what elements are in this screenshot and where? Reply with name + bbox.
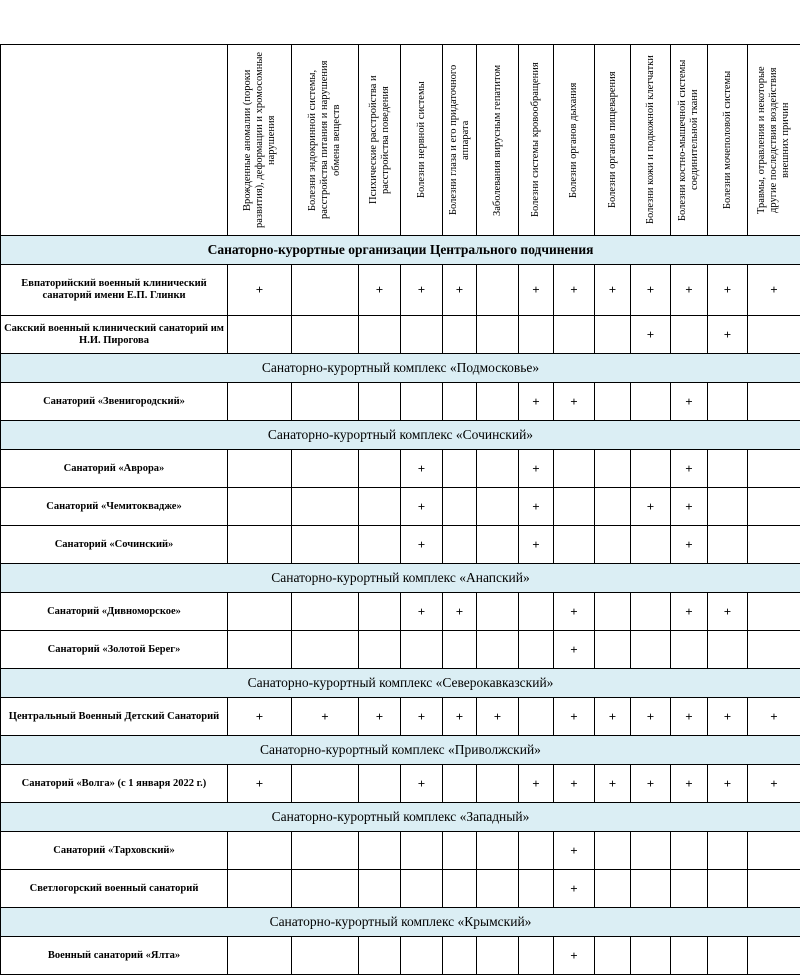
profile-mark-cell [228, 316, 292, 354]
profile-mark-cell [671, 937, 708, 975]
profile-mark-cell [477, 265, 519, 316]
profile-mark-cell [595, 832, 631, 870]
profile-mark-cell: + [671, 698, 708, 736]
profile-mark-cell: + [671, 765, 708, 803]
profile-mark-cell: + [671, 450, 708, 488]
profile-mark-cell: + [708, 698, 748, 736]
table-row [1, 832, 800, 870]
profile-mark-cell: + [519, 488, 554, 526]
column-header-label: Болезни мочеполовой системы [722, 50, 734, 230]
table-row [1, 870, 800, 908]
profile-mark-cell [228, 488, 292, 526]
profile-mark-cell [708, 526, 748, 564]
profile-mark-cell: + [631, 265, 671, 316]
profile-mark-cell [443, 631, 477, 669]
profile-mark-cell: + [401, 593, 443, 631]
profile-mark-cell [595, 593, 631, 631]
profile-mark-cell [401, 937, 443, 975]
profile-mark-cell [443, 832, 477, 870]
profile-mark-cell: + [554, 593, 595, 631]
sanatorium-name: Санаторий «Аврора» [1, 450, 228, 488]
profile-mark-cell: + [631, 698, 671, 736]
profile-mark-cell [292, 316, 359, 354]
profile-mark-cell [292, 265, 359, 316]
profile-mark-cell [443, 383, 477, 421]
profile-mark-cell: + [595, 265, 631, 316]
profile-mark-cell [631, 832, 671, 870]
column-header [443, 45, 477, 236]
section-header-row [1, 354, 800, 383]
profile-mark-cell: + [443, 593, 477, 631]
section-title: Санаторно-курортные организации Центрального подчинения [1, 236, 800, 265]
profile-mark-cell [292, 593, 359, 631]
profile-mark-cell: + [671, 488, 708, 526]
sanatorium-name: Санаторий «Звенигородский» [1, 383, 228, 421]
column-header-label: Болезни нервной системы [416, 50, 428, 230]
profile-mark-cell [443, 526, 477, 564]
profile-mark-cell [292, 383, 359, 421]
profile-mark-cell: + [595, 698, 631, 736]
profile-mark-cell [554, 526, 595, 564]
profile-mark-cell [292, 937, 359, 975]
profile-mark-cell [228, 383, 292, 421]
profile-mark-cell [477, 593, 519, 631]
table-row [1, 526, 800, 564]
profile-mark-cell: + [748, 765, 800, 803]
column-header [631, 45, 671, 236]
table-row [1, 765, 800, 803]
profile-mark-cell: + [477, 698, 519, 736]
sanatorium-name: Санаторий «Тарховский» [1, 832, 228, 870]
profile-mark-cell: + [748, 265, 800, 316]
column-header [359, 45, 401, 236]
profile-mark-cell: + [519, 383, 554, 421]
profile-mark-cell: + [554, 870, 595, 908]
profile-mark-cell [708, 450, 748, 488]
profile-mark-cell [748, 316, 800, 354]
section-header-row [1, 736, 800, 765]
section-title: Санаторно-курортный комплекс «Западный» [1, 803, 800, 832]
profile-mark-cell [631, 870, 671, 908]
profile-mark-cell: + [228, 698, 292, 736]
profile-mark-cell: + [631, 316, 671, 354]
profile-mark-cell [359, 832, 401, 870]
column-header [228, 45, 292, 236]
profile-mark-cell: + [631, 765, 671, 803]
profile-mark-cell [748, 383, 800, 421]
section-header-row [1, 908, 800, 937]
profile-mark-cell [595, 450, 631, 488]
profile-mark-cell [477, 870, 519, 908]
profile-mark-cell: + [519, 765, 554, 803]
profile-mark-cell [228, 631, 292, 669]
profile-mark-cell [595, 937, 631, 975]
profile-mark-cell [519, 698, 554, 736]
profile-mark-cell [554, 316, 595, 354]
profile-mark-cell [477, 832, 519, 870]
profile-mark-cell [359, 937, 401, 975]
profile-mark-cell: + [554, 832, 595, 870]
profile-mark-cell: + [671, 526, 708, 564]
profile-mark-cell [228, 593, 292, 631]
column-header-label: Болезни глаза и его придаточного аппарата [448, 50, 472, 230]
column-header [292, 45, 359, 236]
section-header-row [1, 564, 800, 593]
profile-mark-cell [228, 832, 292, 870]
profile-mark-cell [595, 383, 631, 421]
profile-mark-cell [292, 488, 359, 526]
column-header-label: Травмы, отравления и некоторые другие последствия воздействия внешних причин [756, 50, 792, 230]
section-title: Санаторно-курортный комплекс «Сочинский» [1, 421, 800, 450]
profile-mark-cell [477, 488, 519, 526]
table-row [1, 937, 800, 975]
profile-mark-cell [477, 383, 519, 421]
profile-mark-cell [708, 383, 748, 421]
sanatorium-name: Евпаторийский военный клинический санаторий имени Е.П. Глинки [1, 265, 228, 316]
profile-mark-cell [443, 765, 477, 803]
profile-mark-cell: + [708, 593, 748, 631]
table-row [1, 631, 800, 669]
profile-mark-cell [477, 450, 519, 488]
column-header-label: Болезни кожи и подкожной клетчатки [645, 50, 657, 230]
profile-mark-cell [631, 450, 671, 488]
profile-mark-cell [359, 383, 401, 421]
sanatorium-name: Военный санаторий «Ялта» [1, 937, 228, 975]
profile-mark-cell [595, 526, 631, 564]
profile-mark-cell: + [401, 526, 443, 564]
section-title: Санаторно-курортный комплекс «Крымский» [1, 908, 800, 937]
profile-mark-cell [671, 316, 708, 354]
profile-mark-cell [401, 631, 443, 669]
sanatorium-name: Санаторий «Дивноморское» [1, 593, 228, 631]
column-header-label: Болезни органов дыхания [568, 50, 580, 230]
table-row [1, 450, 800, 488]
profile-mark-cell [292, 631, 359, 669]
profile-mark-cell: + [631, 488, 671, 526]
profile-mark-cell: + [228, 765, 292, 803]
profile-mark-cell: + [748, 698, 800, 736]
profile-mark-cell: + [554, 631, 595, 669]
profile-mark-cell [359, 593, 401, 631]
profile-mark-cell [748, 488, 800, 526]
profile-mark-cell: + [443, 698, 477, 736]
profile-mark-cell: + [595, 765, 631, 803]
profile-mark-cell [708, 870, 748, 908]
table-row [1, 488, 800, 526]
sanatorium-name: Центральный Военный Детский Санаторий [1, 698, 228, 736]
profile-mark-cell [554, 488, 595, 526]
column-header-label: Болезни костно-мышечной системы соединительной ткани [677, 50, 701, 230]
profile-mark-cell: + [554, 698, 595, 736]
profile-mark-cell [708, 937, 748, 975]
profile-mark-cell [631, 383, 671, 421]
profile-mark-cell: + [554, 265, 595, 316]
profile-mark-cell: + [359, 698, 401, 736]
profile-mark-cell [443, 937, 477, 975]
profile-mark-cell [443, 870, 477, 908]
sanatorium-profile-table [0, 44, 800, 975]
column-header-row [1, 45, 800, 236]
column-header [595, 45, 631, 236]
profile-mark-cell [477, 526, 519, 564]
profile-mark-cell: + [292, 698, 359, 736]
sanatorium-name: Санаторий «Сочинский» [1, 526, 228, 564]
column-header-label: Врожденные аномалии (пороки развития), деформации и хромосомные нарушения [242, 50, 278, 230]
column-header-label: Болезни органов пищеварения [607, 50, 619, 230]
table-row [1, 593, 800, 631]
profile-mark-cell [443, 316, 477, 354]
profile-mark-cell: + [554, 383, 595, 421]
table-row [1, 698, 800, 736]
profile-mark-cell [595, 316, 631, 354]
profile-mark-cell [477, 631, 519, 669]
profile-mark-cell [748, 832, 800, 870]
sanatorium-name: Санаторий «Волга» (с 1 января 2022 г.) [1, 765, 228, 803]
profile-mark-cell [708, 832, 748, 870]
profile-mark-cell [477, 937, 519, 975]
profile-mark-cell [748, 526, 800, 564]
profile-mark-cell [554, 450, 595, 488]
profile-mark-cell [477, 765, 519, 803]
profile-mark-cell: + [708, 316, 748, 354]
profile-mark-cell [519, 316, 554, 354]
sanatorium-name: Санаторий «Золотой Берег» [1, 631, 228, 669]
profile-mark-cell: + [554, 765, 595, 803]
profile-mark-cell: + [359, 265, 401, 316]
profile-mark-cell [443, 488, 477, 526]
profile-mark-cell [748, 870, 800, 908]
profile-mark-cell [359, 450, 401, 488]
sanatorium-name: Светлогорский военный санаторий [1, 870, 228, 908]
profile-mark-cell [401, 316, 443, 354]
corner-cell [1, 45, 228, 236]
profile-mark-cell [401, 832, 443, 870]
profile-mark-cell [477, 316, 519, 354]
profile-mark-cell [359, 526, 401, 564]
profile-mark-cell [748, 937, 800, 975]
profile-mark-cell: + [401, 488, 443, 526]
section-title: Санаторно-курортный комплекс «Северокавказский» [1, 669, 800, 698]
profile-mark-cell [359, 765, 401, 803]
profile-mark-cell [359, 870, 401, 908]
table-body [1, 236, 800, 975]
section-title: Санаторно-курортный комплекс «Анапский» [1, 564, 800, 593]
profile-mark-cell [631, 937, 671, 975]
table-row [1, 383, 800, 421]
column-header-label: Болезни эндокринной системы, расстройства питания и нарушения обмена веществ [307, 50, 343, 230]
column-header-label: Психические расстройства и расстройства поведения [368, 50, 392, 230]
section-header-row [1, 803, 800, 832]
profile-mark-cell [359, 488, 401, 526]
profile-mark-cell: + [401, 450, 443, 488]
profile-mark-cell [708, 488, 748, 526]
profile-mark-cell [401, 383, 443, 421]
profile-mark-cell [671, 631, 708, 669]
column-header [671, 45, 708, 236]
sanatorium-name: Санаторий «Чемитоквадже» [1, 488, 228, 526]
table-row [1, 316, 800, 354]
section-title: Санаторно-курортный комплекс «Подмосковье» [1, 354, 800, 383]
profile-mark-cell [519, 631, 554, 669]
profile-mark-cell [228, 450, 292, 488]
profile-mark-cell [748, 631, 800, 669]
column-header-label: Болезни системы кровообращения [530, 50, 542, 230]
profile-mark-cell: + [554, 937, 595, 975]
column-header-label: Заболевания вирусным гепатитом [492, 50, 504, 230]
column-header [477, 45, 519, 236]
profile-mark-cell [292, 526, 359, 564]
profile-mark-cell: + [671, 383, 708, 421]
profile-mark-cell: + [519, 265, 554, 316]
profile-mark-cell [443, 450, 477, 488]
profile-mark-cell: + [671, 265, 708, 316]
profile-mark-cell [631, 631, 671, 669]
profile-mark-cell [519, 832, 554, 870]
profile-mark-cell: + [401, 698, 443, 736]
profile-mark-cell [748, 593, 800, 631]
profile-mark-cell: + [401, 265, 443, 316]
profile-mark-cell: + [401, 765, 443, 803]
profile-mark-cell [292, 832, 359, 870]
profile-mark-cell: + [443, 265, 477, 316]
profile-mark-cell [595, 631, 631, 669]
profile-mark-cell: + [708, 265, 748, 316]
profile-mark-cell [595, 870, 631, 908]
profile-mark-cell [519, 870, 554, 908]
profile-mark-cell: + [228, 265, 292, 316]
section-header-row [1, 669, 800, 698]
profile-mark-cell [708, 631, 748, 669]
profile-mark-cell [631, 526, 671, 564]
profile-mark-cell [228, 870, 292, 908]
profile-mark-cell [519, 937, 554, 975]
profile-mark-cell [292, 870, 359, 908]
profile-mark-cell: + [671, 593, 708, 631]
profile-mark-cell [359, 316, 401, 354]
column-header [748, 45, 800, 236]
profile-mark-cell [519, 593, 554, 631]
section-header-row [1, 236, 800, 265]
profile-mark-cell [748, 450, 800, 488]
profile-mark-cell [292, 765, 359, 803]
column-header [554, 45, 595, 236]
column-header [519, 45, 554, 236]
profile-mark-cell [228, 526, 292, 564]
profile-mark-cell [292, 450, 359, 488]
profile-mark-cell [671, 870, 708, 908]
column-header [401, 45, 443, 236]
profile-mark-cell: + [708, 765, 748, 803]
column-header [708, 45, 748, 236]
table-row [1, 265, 800, 316]
sanatorium-name: Сакский военный клинический санаторий им Н.И. Пирогова [1, 316, 228, 354]
section-header-row [1, 421, 800, 450]
section-title: Санаторно-курортный комплекс «Приволжский» [1, 736, 800, 765]
profile-mark-cell [671, 832, 708, 870]
profile-mark-cell: + [519, 450, 554, 488]
profile-mark-cell [631, 593, 671, 631]
profile-mark-cell [228, 937, 292, 975]
profile-mark-cell [401, 870, 443, 908]
profile-mark-cell [359, 631, 401, 669]
profile-mark-cell: + [519, 526, 554, 564]
profile-mark-cell [595, 488, 631, 526]
